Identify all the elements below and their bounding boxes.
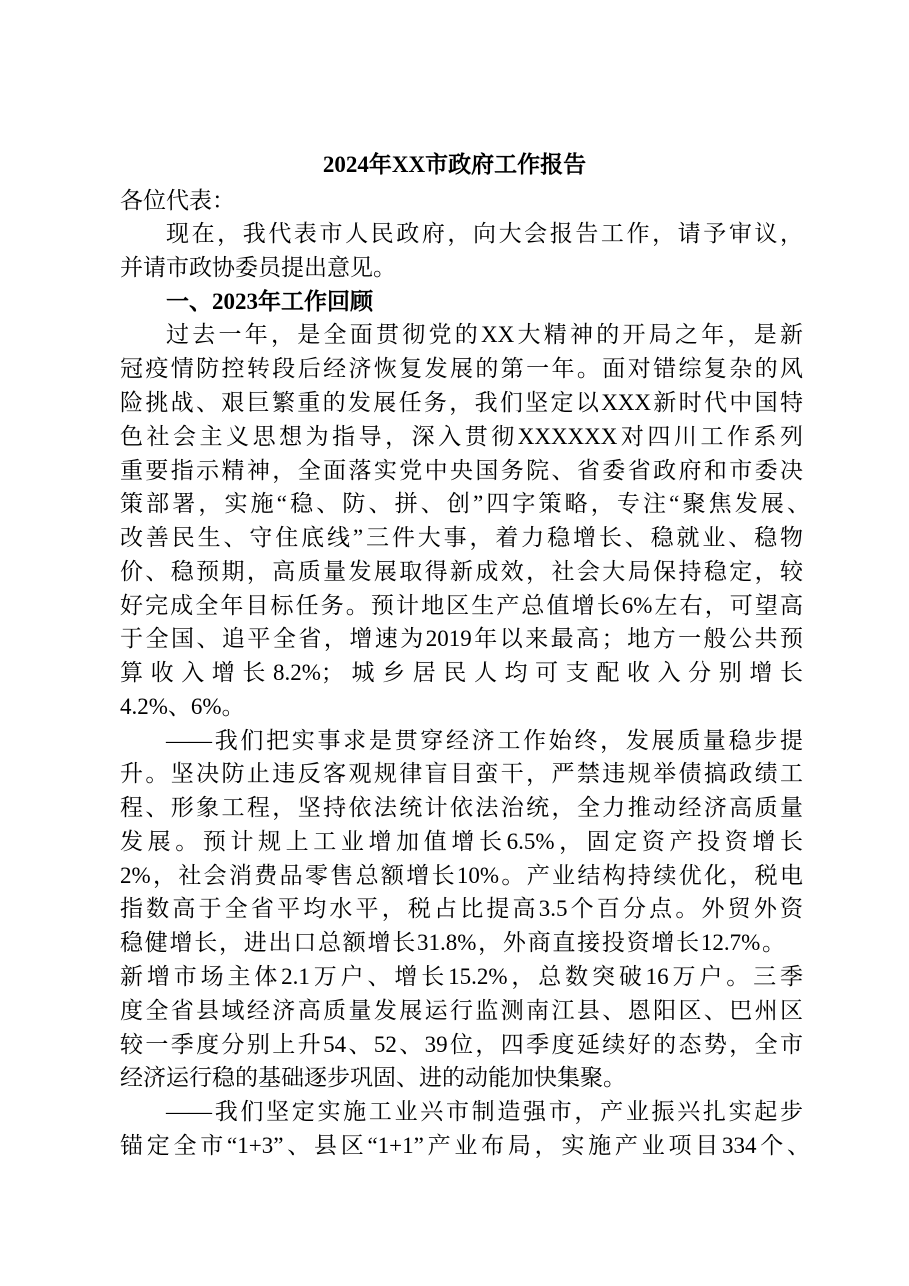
paragraph-line: 度全省县域经济高质量发展运行监测南江县、恩阳区、巴州区 bbox=[120, 998, 803, 1023]
paragraph-line: 升。坚决防止违反客观规律盲目蛮干，严禁违规举债搞政绩工 bbox=[120, 761, 803, 786]
paragraph-line: 稳健增长，进出口总额增长31.8%，外商直接投资增长12.7%。 bbox=[120, 930, 785, 955]
paragraph-line: 程、形象工程，坚持依法统计依法治统，全力推动经济高质量 bbox=[120, 795, 803, 820]
document-title: 2024年XX市政府工作报告 bbox=[322, 152, 587, 177]
paragraph-line: 现在，我代表市人民政府，向大会报告工作，请予审议， bbox=[166, 221, 803, 246]
paragraph-line: ——我们把实事求是贯穿经济工作始终，发展质量稳步提 bbox=[166, 728, 803, 753]
paragraph-line: 新增市场主体2.1万户、增长15.2%，总数突破16万户。三季 bbox=[120, 964, 803, 989]
paragraph-line: 策部署，实施“稳、防、拼、创”四字策略，专注“聚焦发展、 bbox=[120, 491, 810, 516]
paragraph-line: 冠疫情防控转段后经济恢复发展的第一年。面对错综复杂的风 bbox=[120, 356, 803, 381]
paragraph-line: 4.2%、6%。 bbox=[120, 694, 245, 719]
paragraph-line: 发展。预计规上工业增加值增长6.5%，固定资产投资增长 bbox=[120, 829, 803, 854]
salutation: 各位代表： bbox=[120, 188, 235, 213]
paragraph-line: 好完成全年目标任务。预计地区生产总值增长6%左右，可望高 bbox=[120, 593, 803, 618]
paragraph-line: 算收入增长8.2%；城乡居民人均可支配收入分别增长 bbox=[120, 660, 803, 685]
paragraph-line: ——我们坚定实施工业兴市制造强市，产业振兴扎实起步 bbox=[166, 1099, 803, 1124]
paragraph-line: 于全国、追平全省，增速为2019年以来最高；地方一般公共预 bbox=[120, 626, 803, 651]
paragraph-line: 指数高于全省平均水平，税占比提高3.5个百分点。外贸外资 bbox=[120, 896, 803, 921]
paragraph-line: 价、稳预期，高质量发展取得新成效，社会大局保持稳定，较 bbox=[120, 559, 803, 584]
paragraph-line: 险挑战、艰巨繁重的发展任务，我们坚定以XXX新时代中国特 bbox=[120, 390, 803, 415]
paragraph-line: 过去一年，是全面贯彻党的XX大精神的开局之年，是新 bbox=[166, 322, 803, 347]
section-heading: 一、2023年工作回顾 bbox=[166, 289, 373, 314]
paragraph-line: 锚定全市“1+3”、县区“1+1”产业布局，实施产业项目334个、 bbox=[120, 1133, 810, 1158]
paragraph-line: 经济运行稳的基础逐步巩固、进的动能加快集聚。 bbox=[120, 1065, 626, 1090]
paragraph-line: 改善民生、守住底线”三件大事，着力稳增长、稳就业、稳物 bbox=[120, 525, 803, 550]
paragraph-line: 2%，社会消费品零售总额增长10%。产业结构持续优化，税电 bbox=[120, 863, 803, 888]
paragraph-line: 色社会主义思想为指导，深入贯彻XXXXXX对四川工作系列 bbox=[120, 424, 803, 449]
paragraph-line: 较一季度分别上升54、52、39位，四季度延续好的态势，全市 bbox=[120, 1032, 803, 1057]
paragraph-line: 重要指示精神，全面落实党中央国务院、省委省政府和市委决 bbox=[120, 458, 803, 483]
paragraph-line: 并请市政协委员提出意见。 bbox=[120, 255, 396, 280]
